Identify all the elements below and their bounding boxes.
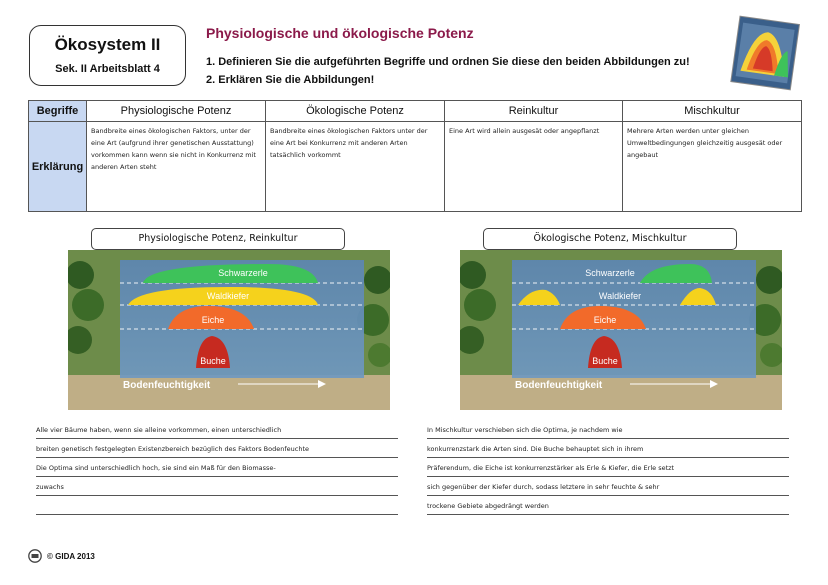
answer-line: konkurrenzstark die Arten sind. Die Buche behauptet sich in ihrem: [427, 439, 789, 458]
term-pure-culture: Reinkultur: [445, 101, 623, 122]
answer-line: Präferendum, die Eiche ist konkurrenzstärker als Erle & Kiefer, die Erle setzt: [427, 458, 789, 477]
worksheet-subtitle: Sek. II Arbeitsblatt 4: [55, 63, 160, 75]
answer-lines-right: [427, 420, 789, 515]
footer: [28, 549, 95, 563]
answer-line: Alle vier Bäume haben, wenn sie alleine vorkommen, einen unterschiedlich: [36, 420, 398, 439]
label-eiche: Eiche: [593, 315, 617, 325]
definitions-table: [28, 100, 802, 212]
answer-line: Die Optima sind unterschiedlich hoch, sie sind ein Maß für den Biomasse-: [36, 458, 398, 477]
answer-line: zuwachs: [36, 477, 398, 496]
term-physiological-potency: Physiologische Potenz: [87, 101, 266, 122]
label-schwarzerle: Schwarzerle: [585, 268, 635, 278]
explanation-ecological-potency: Bandbreite eines ökologischen Faktors unter der eine Art bei Konkurrenz mit anderen Arten tatsächlich vorkommt: [266, 122, 445, 212]
figure-pure-culture: [68, 250, 390, 410]
term-mixed-culture: Mischkultur: [623, 101, 802, 122]
figure-right-caption: Ökologische Potenz, Mischkultur: [483, 228, 737, 250]
task-2: 2. Erklären Sie die Abbildungen!: [206, 74, 375, 86]
label-waldkiefer: Waldkiefer: [206, 291, 250, 301]
label-eiche: Eiche: [201, 315, 225, 325]
figure-mixed-culture: [460, 250, 782, 410]
label-schwarzerle: Schwarzerle: [218, 268, 268, 278]
answer-line: sich gegenüber der Kiefer durch, sodass letztere in sehr feuchte & sehr: [427, 477, 789, 496]
explanation-pure-culture: Eine Art wird allein ausgesät oder angepflanzt: [445, 122, 623, 212]
copyright-text: © GIDA 2013: [47, 551, 95, 561]
label-buche: Buche: [200, 356, 226, 366]
topic-heading: Physiologische und ökologische Potenz: [206, 25, 474, 41]
axis-label-right: Bodenfeuchtigkeit: [515, 380, 603, 391]
answer-line: breiten genetisch festgelegten Existenzbereich bezüglich des Faktors Bodenfeuchte: [36, 439, 398, 458]
title-box: [29, 25, 186, 86]
figure-left-caption: Physiologische Potenz, Reinkultur: [91, 228, 345, 250]
answer-lines-left: [36, 420, 398, 515]
explanation-physiological-potency: Bandbreite eines ökologischen Faktors, unter der eine Art (aufgrund ihrer genetischen Ausstattung) vorkommen kann wenn sie nicht in Konkurrenz mit anderen Arten steht: [87, 122, 266, 212]
worksheet-thumbnail-image: [729, 14, 801, 94]
label-buche: Buche: [592, 356, 618, 366]
worksheet-title: Ökosystem II: [54, 35, 161, 54]
axis-label-left: Bodenfeuchtigkeit: [123, 380, 211, 391]
answer-line: In Mischkultur verschieben sich die Optima, je nachdem wie: [427, 420, 789, 439]
row-header-explanation: Erklärung: [29, 122, 87, 212]
task-1: 1. Definieren Sie die aufgeführten Begriffe und ordnen Sie diese den beiden Abbildungen zu!: [206, 56, 690, 68]
answer-line: [36, 496, 398, 515]
answer-line: trockene Gebiete abgedrängt werden: [427, 496, 789, 515]
gida-logo-icon: [28, 549, 42, 563]
label-waldkiefer: Waldkiefer: [598, 291, 642, 301]
explanation-mixed-culture: Mehrere Arten werden unter gleichen Umweltbedingungen gleichzeitig ausgesät oder angebaut: [623, 122, 802, 212]
row-header-terms: Begriffe: [29, 101, 87, 122]
term-ecological-potency: Ökologische Potenz: [266, 101, 445, 122]
